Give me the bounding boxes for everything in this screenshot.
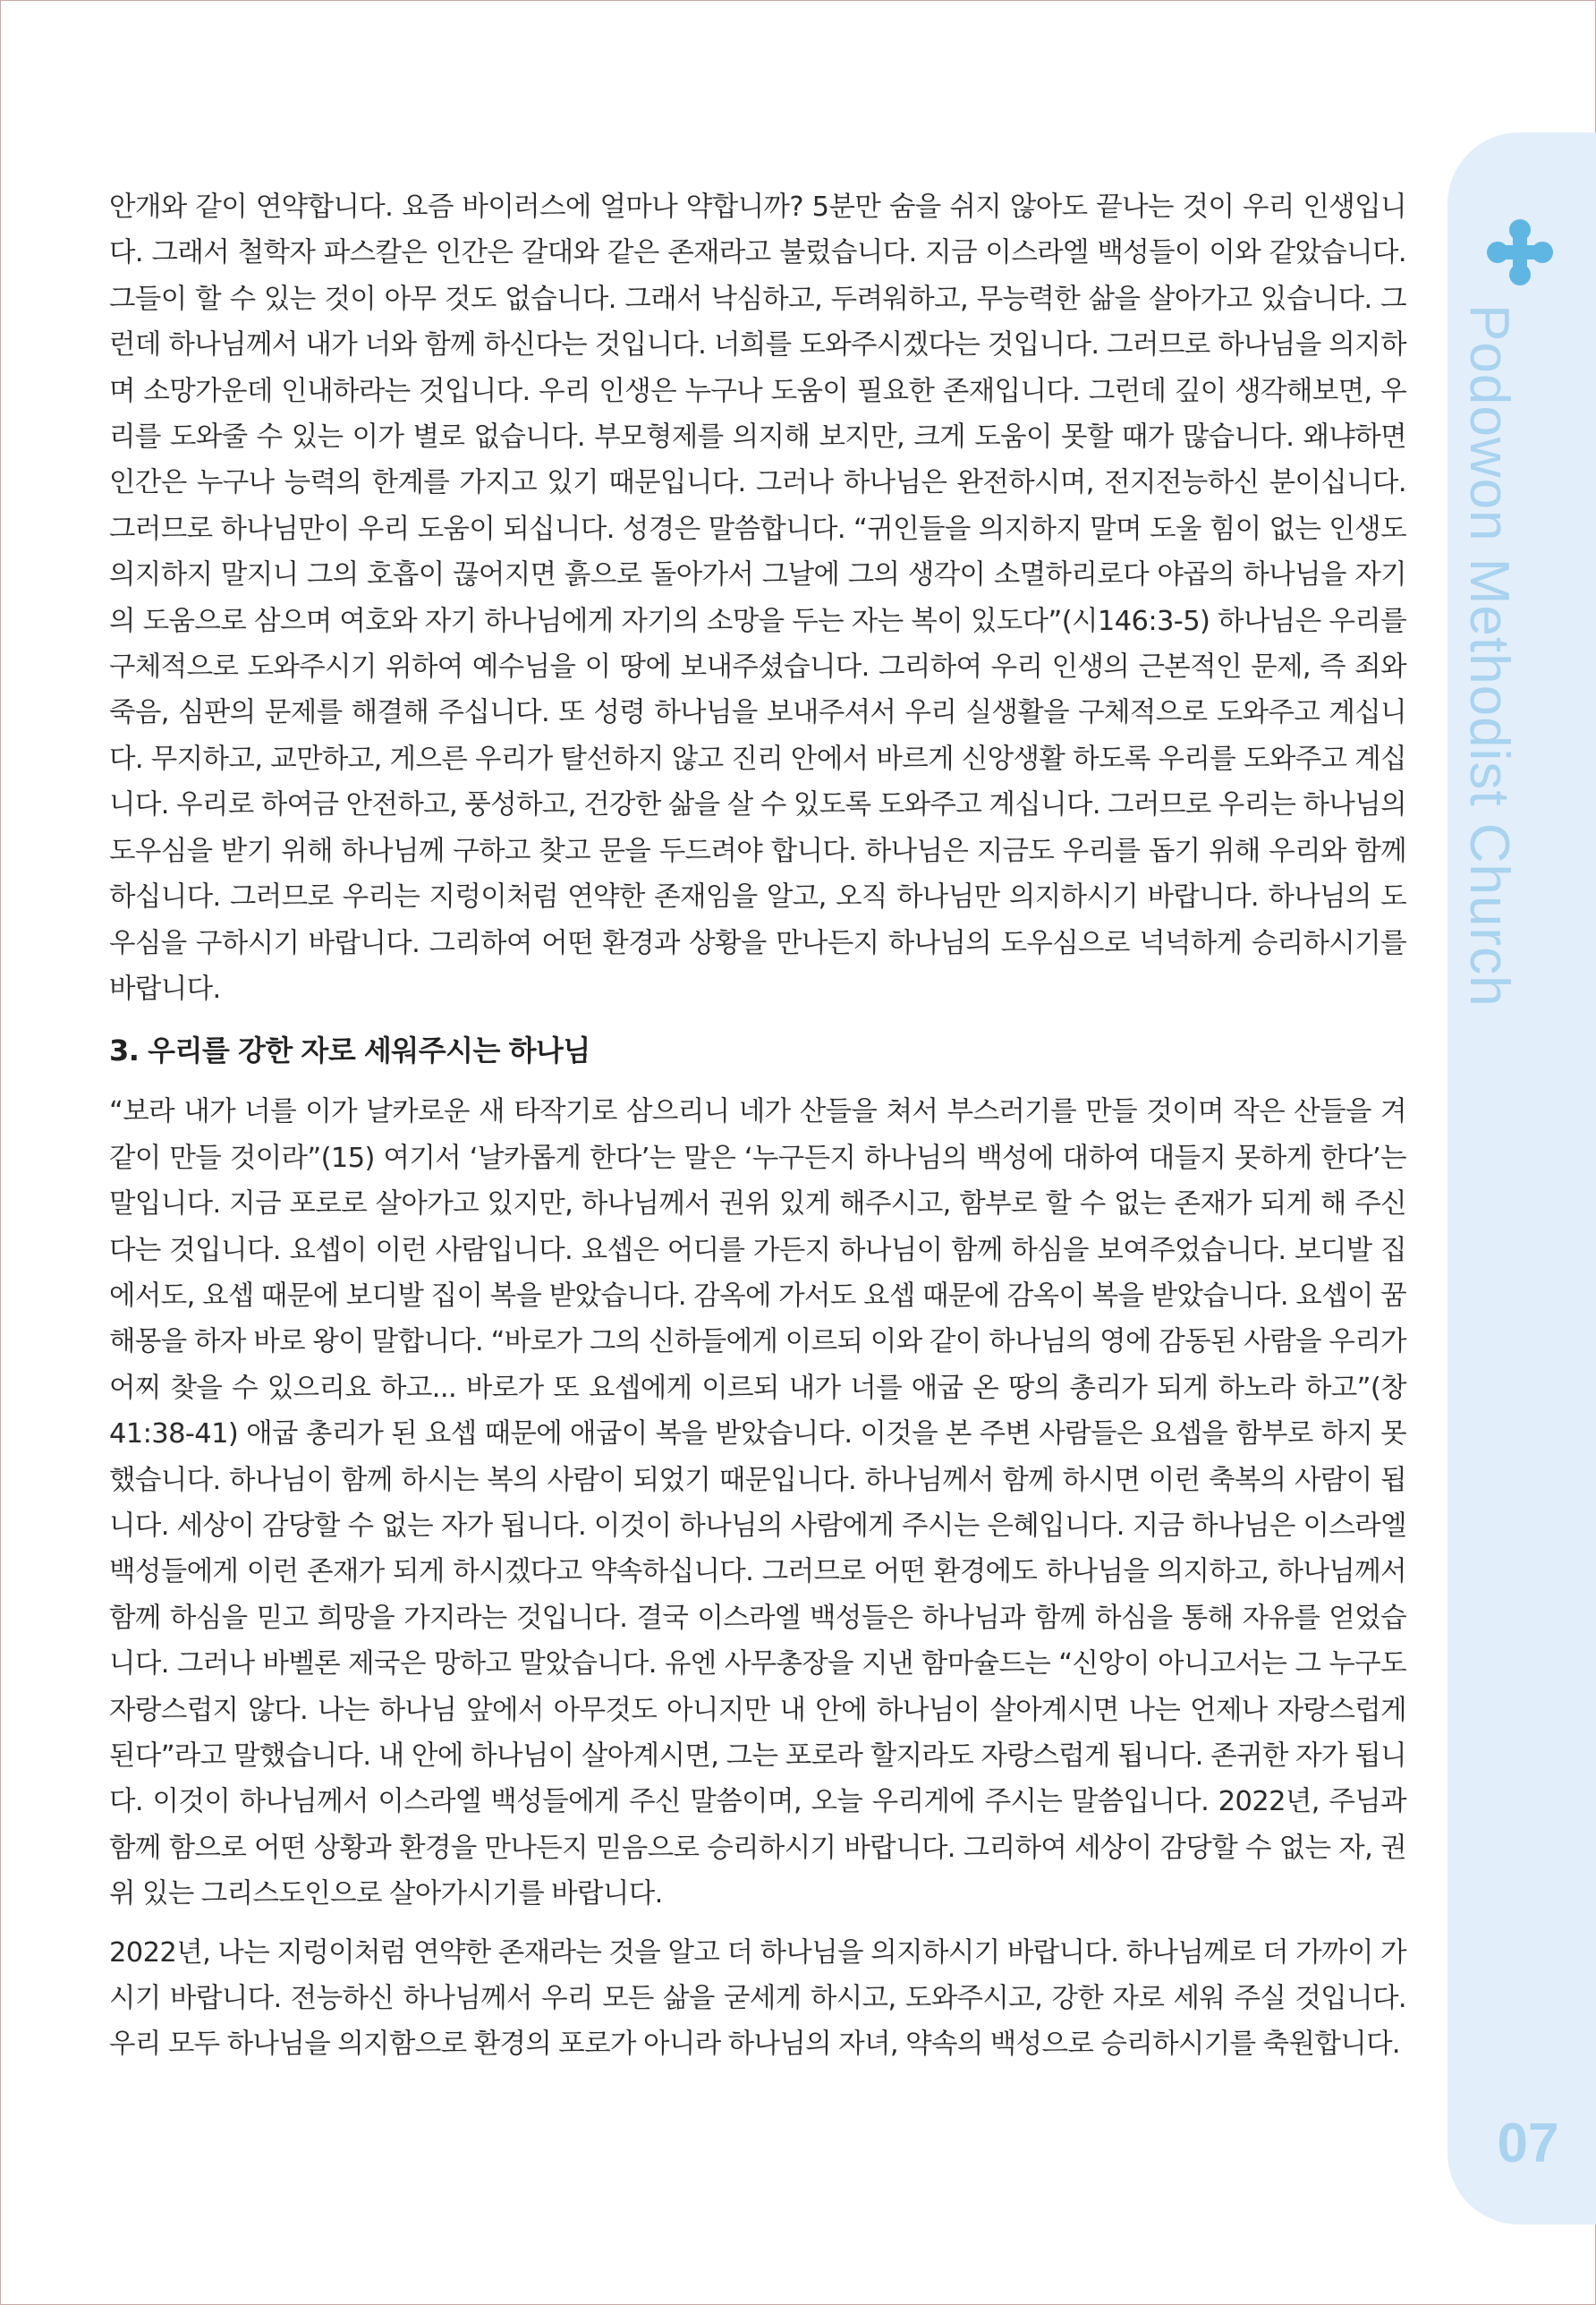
side-title: Podowon Methodist Church — [1458, 304, 1520, 1008]
body-paragraph: 안개와 같이 연약합니다. 요즘 바이러스에 얼마나 약합니까? 5분만 숨을 쉬지 않아도 끝나는 것이 우리 인생입니다. 그래서 철학자 파스칼은 인간은 갈대와 같은 존재라고 불렀습니다. 지금 이스라엘 백성들이 이와 같았습니다. 그들이 할 수 있는 것이 아무 것도 없습니다. 그래서 낙심하고, 두려워하고, 무능력한 삶을 살아가고 있습니다. 그런데 하나님께서 내가 너와 함께 하신다는 것입니다. 너희를 도와주시겠다는 것입니다. 그러므로 하나님을 의지하며 소망가운데 인내하라는 것입니다. 우리 인생은 누구나 도움이 필요한 존재입니다. 그런데 깊이 생각해보면, 우리를 도와줄 수 있는 이가 별로 없습니다. 부모형제를 의지해 보지만, 크게 도움이 못할 때가 많습니다. 왜냐하면 인간은 누구나 능력의 한계를 가지고 있기 때문입니다. 그러나 하나님은 완전하시며, 전지전능하신 분이십니다. 그러므로 하나님만이 우리 도움이 되십니다. 성경은 말씀합니다. “귀인들을 의지하지 말며 도울 힘이 없는 인생도 의지하지 말지니 그의 호흡이 끊어지면 흙으로 돌아가서 그날에 그의 생각이 소멸하리로다 야곱의 하나님을 자기의 도움으로 삼으며 여호와 자기 하나님에게 자기의 소망을 두는 자는 복이 있도다”(시146:3-5) 하나님은 우리를 구체적으로 도와주시기 위하여 예수님을 이 땅에 보내주셨습니다. 그리하여 우리 인생의 근본적인 문제, 즉 죄와 죽음, 심판의 문제를 해결해 주십니다. 또 성령 하나님을 보내주셔서 우리 실생활을 구체적으로 도와주고 계십니다. 무지하고, 교만하고, 게으른 우리가 탈선하지 않고 진리 안에서 바르게 신앙생활 하도록 우리를 도와주고 계십니다. 우리로 하여금 안전하고, 풍성하고, 건강한 삶을 살 수 있도록 도와주고 계십니다. 그러므로 우리는 하나님의 도우심을 받기 위해 하나님께 구하고 찾고 문을 두드려야 합니다. 하나님은 지금도 우리를 돕기 위해 우리와 함께 하십니다. 그러므로 우리는 지렁이처럼 연약한 존재임을 알고, 오직 하나님만 의지하시기 바랍니다. 하나님의 도우심을 구하시기 바랍니다. 그리하여 어떤 환경과 상황을 만나든지 하나님의 도우심으로 넉넉하게 승리하시기를 바랍니다. — [109, 191, 1406, 1005]
section-heading: 3. 우리를 강한 자로 세워주시는 하나님 — [109, 1033, 590, 1068]
body-paragraph: 2022년, 나는 지렁이처럼 연약한 존재라는 것을 알고 더 하나님을 의지하시기 바랍니다. 하나님께로 더 가까이 가시기 바랍니다. 전능하신 하나님께서 우리 모든 삶을 굳세게 하시고, 도와주시고, 강한 자로 세워 주실 것입니다. 우리 모두 하나님을 의지함으로 환경의 포로가 아니라 하나님의 자녀, 약속의 백성으로 승리하시기를 축원합니다. — [109, 1936, 1406, 2061]
page-number: 07 — [1497, 2113, 1559, 2174]
cross-flower-icon — [1486, 218, 1554, 286]
main-content — [109, 184, 1406, 2068]
body-paragraph: “보라 내가 너를 이가 날카로운 새 타작기로 삼으리니 네가 산들을 쳐서 부스러기를 만들 것이며 작은 산들을 겨 같이 만들 것이라”(15) 여기서 ‘날카롭게 한다’는 말은 ‘누구든지 하나님의 백성에 대하여 대들지 못하게 한다’는 말입니다. 지금 포로로 살아가고 있지만, 하나님께서 권위 있게 해주시고, 함부로 할 수 없는 존재가 되게 해 주신다는 것입니다. 요셉이 이런 사람입니다. 요셉은 어디를 가든지 하나님이 함께 하심을 보여주었습니다. 보디발 집에서도, 요셉 때문에 보디발 집이 복을 받았습니다. 감옥에 가서도 요셉 때문에 감옥이 복을 받았습니다. 요셉이 꿈 해몽을 하자 바로 왕이 말합니다. “바로가 그의 신하들에게 이르되 이와 같이 하나님의 영에 감동된 사람을 우리가 어찌 찾을 수 있으리요 하고... 바로가 또 요셉에게 이르되 내가 너를 애굽 온 땅의 총리가 되게 하노라 하고”(창41:38-41) 애굽 총리가 된 요셉 때문에 애굽이 복을 받았습니다. 이것을 본 주변 사람들은 요셉을 함부로 하지 못했습니다. 하나님이 함께 하시는 복의 사람이 되었기 때문입니다. 하나님께서 함께 하시면 이런 축복의 사람이 됩니다. 세상이 감당할 수 없는 자가 됩니다. 이것이 하나님의 사람에게 주시는 은혜입니다. 지금 하나님은 이스라엘 백성들에게 이런 존재가 되게 하시겠다고 약속하십니다. 그러므로 어떤 환경에도 하나님을 의지하고, 하나님께서 함께 하심을 믿고 희망을 가지라는 것입니다. 결국 이스라엘 백성들은 하나님과 함께 하심을 통해 자유를 얻었습니다. 그러나 바벨론 제국은 망하고 말았습니다. 유엔 사무총장을 지낸 함마슐드는 “신앙이 아니고서는 그 누구도 자랑스럽지 않다. 나는 하나님 앞에서 아무것도 아니지만 내 안에 하나님이 살아계시면 나는 언제나 자랑스럽게 된다”라고 말했습니다. 내 안에 하나님이 살아계시면, 그는 포로라 할지라도 자랑스럽게 됩니다. 존귀한 자가 됩니다. 이것이 하나님께서 이스라엘 백성들에게 주신 말씀이며, 오늘 우리게에 주시는 말씀입니다. 2022년, 주님과 함께 함으로 어떤 상황과 환경을 만나든지 믿음으로 승리하시기 바랍니다. 그리하여 세상이 감당할 수 없는 자, 권위 있는 그리스도인으로 살아가시기를 바랍니다. — [109, 1096, 1406, 1910]
